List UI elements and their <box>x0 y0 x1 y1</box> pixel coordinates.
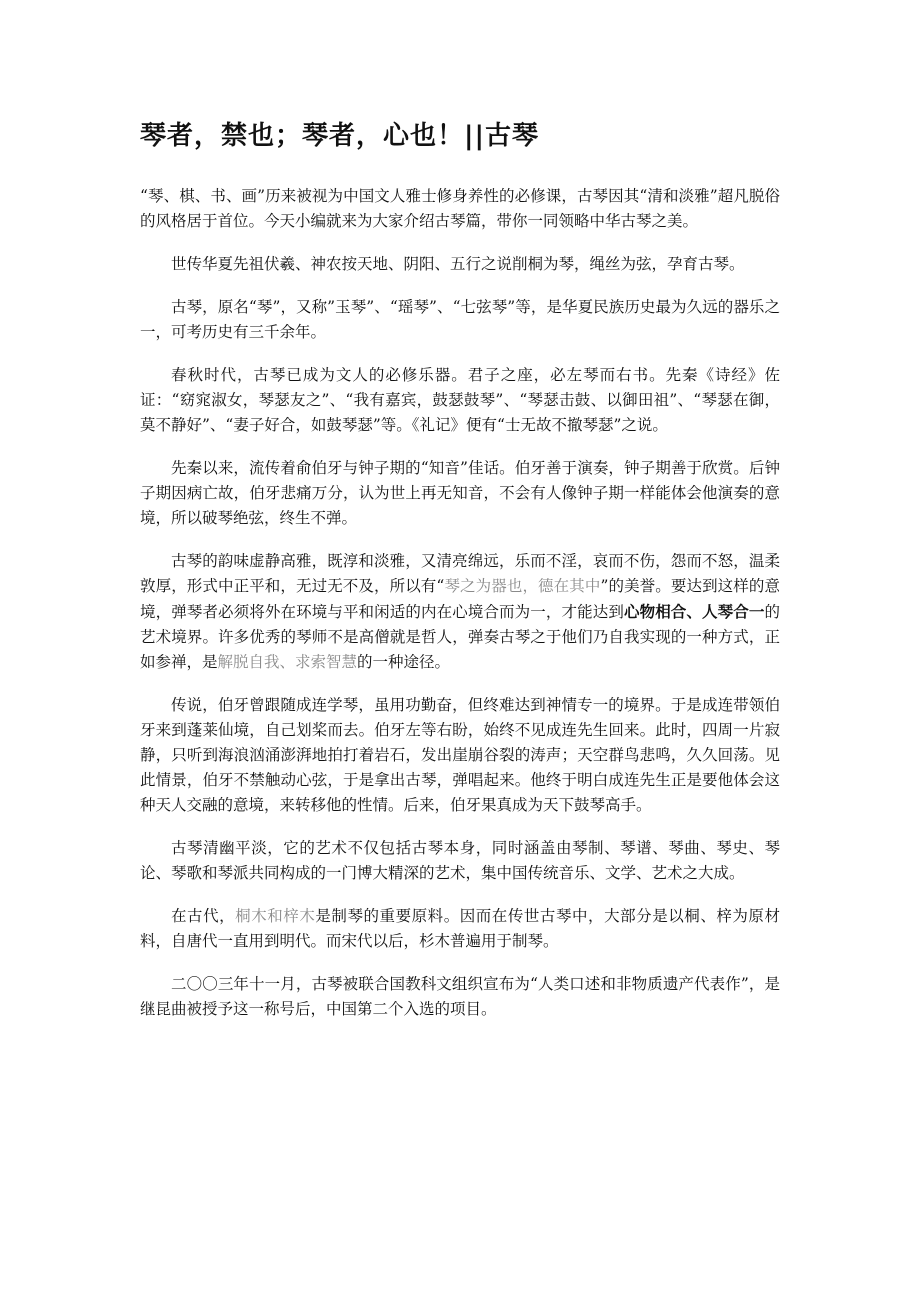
text-segment: 的艺术境界。许多优秀的琴师不是高僧就是哲人，弹奏古琴之于他们乃自我实现的一种方式，正如参禅，是 <box>140 603 780 671</box>
highlight-wood: 桐木和梓木 <box>235 907 316 925</box>
text-segment: ”的美誉。要达到这样的意境，弹琴者必须将外在环境与平和闲适的内在心境合而为一，才能达到 <box>140 577 780 621</box>
text-segment: 古琴的韵味虚静高雅，既淳和淡雅，又清亮绵远，乐而不淫，哀而不伤，怨而不怒，温柔敦厚，形式中正平和，无过无不及，所以有“ <box>140 552 780 595</box>
page-title: 琴者，禁也；琴者，心也！||古琴 <box>140 121 539 151</box>
text-segment: 的一种途径。 <box>357 653 451 671</box>
highlight-quote: 琴之为器也，德在其中 <box>444 577 601 595</box>
text-segment: 是制琴的重要原料。因而在传世古琴中，大部分是以桐、梓为原材料，自唐代一直用到明代。而宋代以后，杉木普遍用于制琴。 <box>140 907 780 950</box>
paragraph-materials <box>140 904 780 954</box>
paragraph-spring-autumn: 春秋时代，古琴已成为文人的必修乐器。君子之座，必左琴而右书。先秦《诗经》佐证：“窈窕淑女，琴瑟友之”、“我有嘉宾，鼓瑟鼓琴”、“琴瑟击鼓、以御田祖”、“琴瑟在御，莫不静好”、“妻子好合，如鼓琴瑟”等。《礼记》便有“士无故不撤琴瑟”之说。 <box>140 366 780 434</box>
paragraph-legend: 传说，伯牙曾跟随成连学琴，虽用功勤奋，但终难达到神情专一的境界。于是成连带领伯牙来到蓬莱仙境，自己划桨而去。伯牙左等右盼，始终不见成连先生回来。此时，四周一片寂静，只听到海浪汹涌澎湃地拍打着岩石，发出崖崩谷裂的涛声；天空群鸟悲鸣，久久回荡。见此情景，伯牙不禁触动心弦，于是拿出古琴，弹唱起来。他终于明白成连先生正是要他体会这种天人交融的意境，来转移他的性情。后来，伯牙果真成为天下鼓琴高手。 <box>140 696 780 814</box>
intro-paragraph: “琴、棋、书、画”历来被视为中国文人雅士修身养性的必修课，古琴因其“清和淡雅”超凡脱俗的风格居于首位。今天小编就来为大家介绍古琴篇，带你一同领略中华古琴之美。 <box>140 187 780 230</box>
highlight-phrase: 解脱自我、求索智慧 <box>217 653 358 671</box>
paragraph-zhiyin: 先秦以来，流传着俞伯牙与钟子期的“知音”佳话。伯牙善于演奏，钟子期善于欣赏。后钟子期因病亡故，伯牙悲痛万分，认为世上再无知音，不会有人像钟子期一样能体会他演奏的意境，所以破琴绝弦，终生不弹。 <box>140 459 780 527</box>
paragraph-unesco: 二〇〇三年十一月，古琴被联合国教科文组织宣布为“人类口述和非物质遗产代表作”，是继昆曲被授予这一称号后，中国第二个入选的项目。 <box>140 975 780 1018</box>
text-segment: 在古代， <box>171 907 236 925</box>
paragraph-origin: 世传华夏先祖伏羲、神农按天地、阴阳、五行之说削桐为琴，绳丝为弦，孕育古琴。 <box>171 255 745 273</box>
paragraph-names: 古琴，原名“琴”，又称”玉琴”、“瑶琴”、“七弦琴”等，是华夏民族历史最为久远的器乐之一，可考历史有三千余年。 <box>140 298 780 341</box>
bold-phrase: 心物相合、人琴合一 <box>623 602 765 621</box>
paragraph-art: 古琴清幽平淡，它的艺术不仅包括古琴本身，同时涵盖由琴制、琴谱、琴曲、琴史、琴论、琴歌和琴派共同构成的一门博大精深的艺术，集中国传统音乐、文学、艺术之大成。 <box>140 839 780 882</box>
paragraph-charm <box>140 549 780 675</box>
